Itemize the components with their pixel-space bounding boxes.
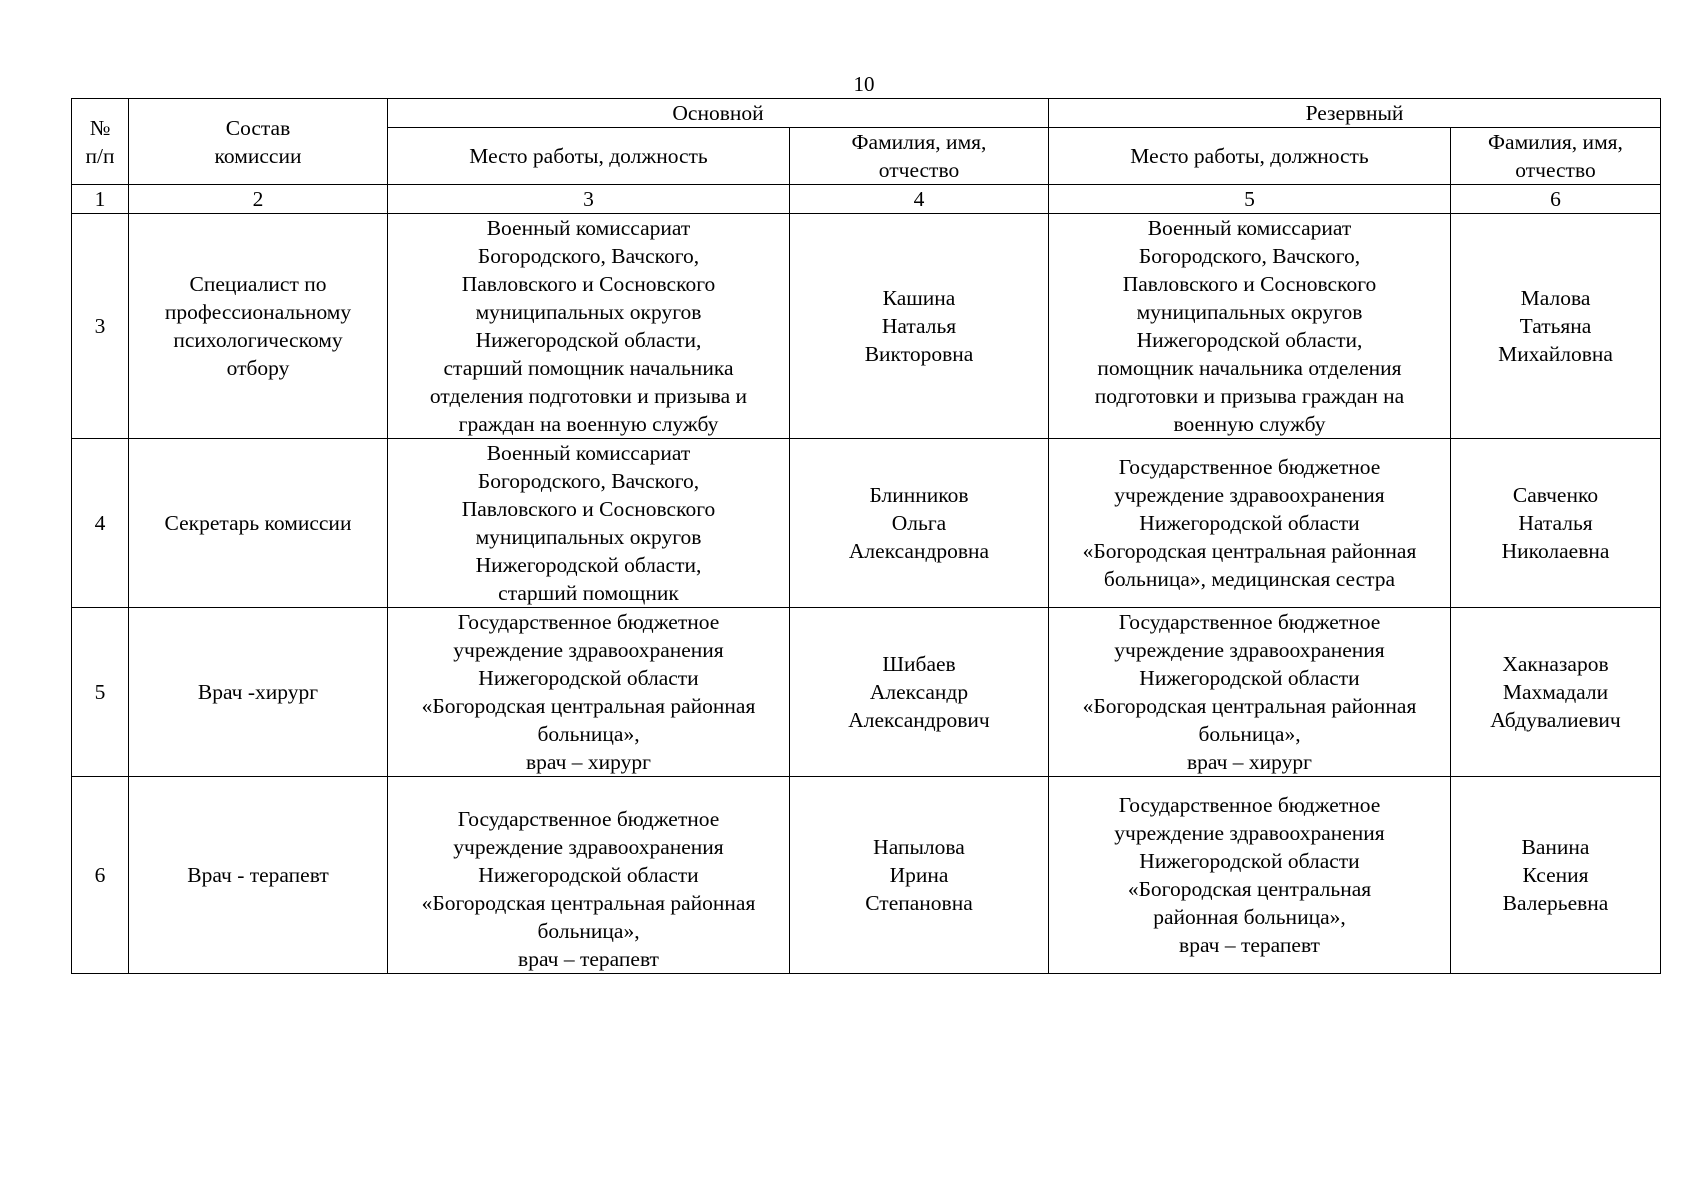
fio-line: Малова xyxy=(1520,286,1591,310)
workplace-line: «Богородская центральная районная xyxy=(421,891,756,915)
header-composition-cell xyxy=(129,99,388,185)
main-workplace-cell xyxy=(388,214,790,439)
workplace-line: учреждение здравоохранения xyxy=(1114,638,1385,662)
main-fio-cell xyxy=(790,608,1049,777)
header-row-1 xyxy=(72,99,1661,128)
workplace-line: больница», xyxy=(537,919,640,943)
header-num-cell xyxy=(72,99,129,185)
workplace-line: старший помощник xyxy=(498,581,679,605)
header-main-cell xyxy=(388,99,1049,128)
column-number-row xyxy=(72,185,1661,214)
main-workplace-cell xyxy=(388,439,790,608)
workplace-line: Нижегородской области xyxy=(1139,666,1360,690)
header-fio-line: отчество xyxy=(878,158,960,182)
header-fio-line: Фамилия, имя, xyxy=(851,130,987,154)
role-cell xyxy=(129,214,388,439)
header-main-label: Основной xyxy=(672,101,764,125)
commission-table xyxy=(71,98,1661,974)
workplace-line: Павловского и Сосновского xyxy=(461,497,716,521)
header-composition-line: Состав xyxy=(225,115,291,140)
column-number-cell: 4 xyxy=(790,185,1049,214)
fio-line: Напылова xyxy=(873,835,965,859)
main-fio-cell xyxy=(790,439,1049,608)
fio-line: Ольга xyxy=(891,511,947,535)
workplace-line: больница», xyxy=(1198,722,1301,746)
column-number-cell: 5 xyxy=(1049,185,1451,214)
header-workplace-label: Место работы, должность xyxy=(1130,144,1369,168)
workplace-line: больница», медицинская сестра xyxy=(1103,567,1396,591)
workplace-line: Военный комиссариат xyxy=(486,441,691,465)
workplace-line: Военный комиссариат xyxy=(486,216,691,240)
workplace-line: Военный комиссариат xyxy=(1147,216,1352,240)
reserve-workplace-cell xyxy=(1049,777,1451,974)
workplace-line: Государственное бюджетное xyxy=(1118,455,1381,479)
row-number-cell: 6 xyxy=(72,777,129,974)
workplace-line: Государственное бюджетное xyxy=(457,807,720,831)
fio-line: Наталья xyxy=(1518,511,1593,535)
header-main-fio-cell xyxy=(790,128,1049,185)
workplace-line: «Богородская центральная районная xyxy=(421,694,756,718)
fio-line: Александровна xyxy=(848,539,990,563)
workplace-line: помощник начальника отделения xyxy=(1097,356,1402,380)
workplace-line: Государственное бюджетное xyxy=(1118,793,1381,817)
header-num-line: № xyxy=(89,115,111,140)
header-num-line: п/п xyxy=(85,143,115,168)
workplace-line: старший помощник начальника xyxy=(443,356,734,380)
workplace-line: учреждение здравоохранения xyxy=(1114,821,1385,845)
workplace-line: Богородского, Вачского, xyxy=(477,469,700,493)
workplace-line: Богородского, Вачского, xyxy=(477,244,700,268)
role-line: отбору xyxy=(226,356,290,380)
role-line: профессиональному xyxy=(164,300,352,324)
header-reserve-label: Резервный xyxy=(1305,101,1404,125)
fio-line: Махмадали xyxy=(1502,680,1609,704)
reserve-fio-cell xyxy=(1451,214,1661,439)
fio-line: Ванина xyxy=(1521,835,1590,859)
main-workplace-cell xyxy=(388,608,790,777)
role-cell xyxy=(129,608,388,777)
page-number: 10 xyxy=(853,72,875,96)
fio-line: Викторовна xyxy=(864,342,974,366)
fio-line: Николаевна xyxy=(1501,539,1610,563)
workplace-line: Богородского, Вачского, xyxy=(1138,244,1361,268)
reserve-workplace-cell xyxy=(1049,608,1451,777)
main-fio-cell xyxy=(790,214,1049,439)
workplace-line: врач – хирург xyxy=(526,750,651,774)
fio-line: Шибаев xyxy=(882,652,956,676)
role-cell xyxy=(129,439,388,608)
column-number-cell: 6 xyxy=(1451,185,1661,214)
header-fio-line: отчество xyxy=(1515,158,1596,182)
role-line: Секретарь комиссии xyxy=(164,511,352,535)
row-number-cell: 3 xyxy=(72,214,129,439)
header-fio-line: Фамилия, имя, xyxy=(1488,130,1623,154)
main-fio-cell xyxy=(790,777,1049,974)
workplace-line: граждан на военную службу xyxy=(458,412,719,436)
workplace-line: подготовки и призыва граждан на xyxy=(1094,384,1405,408)
workplace-line: военную службу xyxy=(1173,412,1326,436)
workplace-line: Нижегородской области xyxy=(1139,849,1360,873)
reserve-fio-cell xyxy=(1451,439,1661,608)
workplace-line: учреждение здравоохранения xyxy=(453,638,724,662)
workplace-line: Государственное бюджетное xyxy=(457,610,720,634)
fio-line: Александрович xyxy=(848,708,990,732)
header-workplace-label: Место работы, должность xyxy=(469,144,708,168)
header-main-workplace-cell xyxy=(388,128,790,185)
workplace-line: Нижегородской области, xyxy=(475,328,702,352)
workplace-line: районная больница», xyxy=(1153,905,1346,929)
fio-line: Александр xyxy=(869,680,969,704)
role-line: Специалист по xyxy=(189,272,327,296)
workplace-line: Нижегородской области xyxy=(478,666,699,690)
workplace-line: врач – терапевт xyxy=(518,947,659,971)
workplace-line: Нижегородской области, xyxy=(475,553,702,577)
column-number-cell: 2 xyxy=(129,185,388,214)
role-line: Врач - терапевт xyxy=(187,863,329,887)
reserve-workplace-cell xyxy=(1049,214,1451,439)
workplace-line: муниципальных округов xyxy=(475,525,702,549)
table-row xyxy=(72,777,1661,974)
workplace-line: муниципальных округов xyxy=(1136,300,1363,324)
workplace-line: учреждение здравоохранения xyxy=(453,835,724,859)
fio-line: Степановна xyxy=(865,891,973,915)
workplace-line: муниципальных округов xyxy=(475,300,702,324)
workplace-line: Павловского и Сосновского xyxy=(1122,272,1377,296)
role-line: психологическому xyxy=(173,328,343,352)
reserve-fio-cell xyxy=(1451,777,1661,974)
fio-line: Татьяна xyxy=(1519,314,1592,338)
workplace-line: Нижегородской области, xyxy=(1136,328,1363,352)
fio-line: Наталья xyxy=(881,314,957,338)
fio-line: Абдувалиевич xyxy=(1490,708,1621,732)
table-row xyxy=(72,214,1661,439)
workplace-line: «Богородская центральная районная xyxy=(1082,694,1417,718)
fio-line: Хакназаров xyxy=(1502,652,1609,676)
fio-line: Савченко xyxy=(1512,483,1599,507)
workplace-line: «Богородская центральная районная xyxy=(1082,539,1417,563)
role-line: Врач -хирург xyxy=(197,680,319,704)
workplace-line: больница», xyxy=(537,722,640,746)
workplace-line: Павловского и Сосновского xyxy=(461,272,716,296)
reserve-fio-cell xyxy=(1451,608,1661,777)
fio-line: Ирина xyxy=(889,863,949,887)
header-reserve-workplace-cell xyxy=(1049,128,1451,185)
column-number-cell: 3 xyxy=(388,185,790,214)
table-row xyxy=(72,608,1661,777)
header-composition-line: комиссии xyxy=(214,143,302,168)
workplace-line: отделения подготовки и призыва и xyxy=(429,384,748,408)
workplace-line: Нижегородской области xyxy=(1139,511,1360,535)
role-cell xyxy=(129,777,388,974)
reserve-workplace-cell xyxy=(1049,439,1451,608)
main-workplace-cell xyxy=(388,777,790,974)
fio-line: Блинников xyxy=(869,483,969,507)
workplace-line: Нижегородской области xyxy=(478,863,699,887)
table-row xyxy=(72,439,1661,608)
header-reserve-fio-cell xyxy=(1451,128,1661,185)
workplace-line: Государственное бюджетное xyxy=(1118,610,1381,634)
column-number-cell: 1 xyxy=(72,185,129,214)
workplace-line: врач – хирург xyxy=(1187,750,1312,774)
fio-line: Ксения xyxy=(1522,863,1589,887)
fio-line: Валерьевна xyxy=(1502,891,1609,915)
row-number-cell: 4 xyxy=(72,439,129,608)
workplace-line: учреждение здравоохранения xyxy=(1114,483,1385,507)
fio-line: Кашина xyxy=(882,286,956,310)
header-reserve-cell xyxy=(1049,99,1661,128)
workplace-line: врач – терапевт xyxy=(1179,933,1320,957)
workplace-line: «Богородская центральная xyxy=(1127,877,1372,901)
row-number-cell: 5 xyxy=(72,608,129,777)
fio-line: Михайловна xyxy=(1498,342,1613,366)
